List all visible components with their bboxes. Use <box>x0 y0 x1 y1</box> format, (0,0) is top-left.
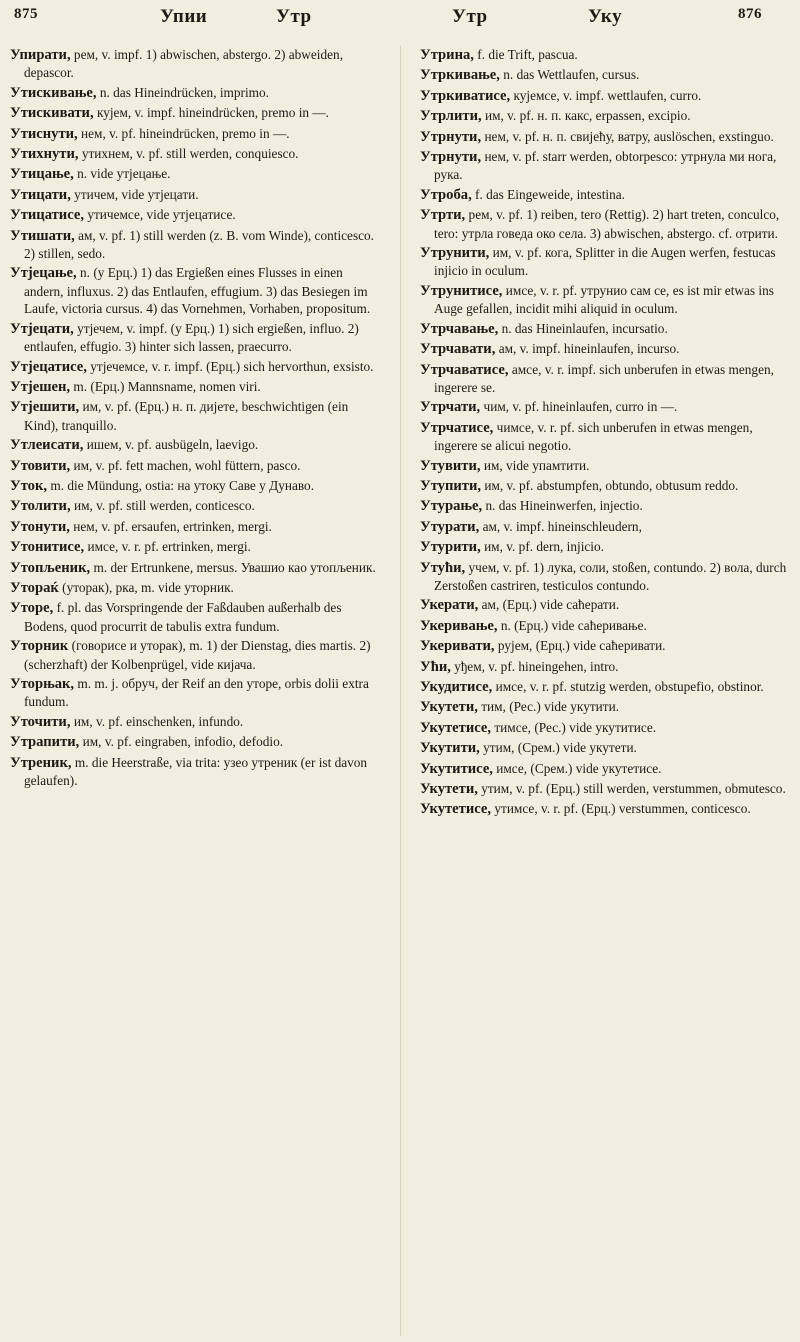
dictionary-entry <box>420 87 790 105</box>
dictionary-entry <box>420 148 790 184</box>
entry-definition: утјечемсе, v. r. impf. (Ерц.) sich hervorthun, exsisto. <box>90 358 374 374</box>
entry-definition: им, v. pf. einschenken, infundo. <box>73 713 244 729</box>
dictionary-entry <box>420 282 790 318</box>
entry-headword: Утлеисати, <box>10 437 84 454</box>
entry-definition: n. (у Ерц.) 1) das Ergießen eines Flusses in einen andern, influxus. 2) das Entlaufen, effugium. 3) das Besiegen im Laufe, victoria cursus. 4) das Vornehmen, Vorhaben, propositum. <box>24 265 371 317</box>
entry-definition: имсе, v. r. pf. stutzig werden, obstupefio, obstinor. <box>495 679 764 694</box>
entry-headword: Утрапити, <box>10 734 80 751</box>
entry-definition: утичем, vide утјецати. <box>74 186 199 202</box>
entry-definition: им, v. pf. н. п. какс, erpassen, excipio. <box>484 108 691 124</box>
entry-headword: Укутети, <box>420 781 478 798</box>
entry-headword: Утицати, <box>10 186 71 203</box>
dictionary-entry <box>10 599 380 635</box>
entry-definition: им, v. pf. (Ерц.) н. п. дијете, beschwichtigen (ein Kind), tranquillo. <box>24 399 349 433</box>
entry-headword: Утјецање, <box>10 265 77 282</box>
entry-definition: n. das Hineinwerfen, injectio. <box>485 498 643 514</box>
entry-headword: Уторњак, <box>10 676 75 692</box>
column-divider <box>400 46 401 1336</box>
dictionary-entry <box>10 518 380 536</box>
dictionary-entry <box>420 206 790 242</box>
entry-headword: Утући, <box>420 559 466 576</box>
running-head-1: Упии <box>160 6 208 27</box>
dictionary-entry <box>420 780 790 798</box>
entry-headword: Утјешити, <box>10 399 80 416</box>
entry-definition: (уторак), рка, m. vide уторник. <box>62 579 234 595</box>
entry-headword: Утолити, <box>10 498 71 515</box>
entry-definition: учем, v. pf. 1) лука, соли, stoßen, contundo. 2) вола, durch Zerstoßen castriren, testiculos contundo. <box>434 559 787 593</box>
dictionary-entry <box>10 165 380 183</box>
dictionary-entry <box>10 754 380 790</box>
entry-definition: им, v. pf. eingraben, infodio, defodio. <box>82 734 284 750</box>
dictionary-entry <box>420 760 790 778</box>
entry-headword: Утрчати, <box>420 399 481 416</box>
entry-definition: m. die Mündung, ostia: на утоку Саве у Дунаво. <box>50 477 315 493</box>
dictionary-entry <box>420 340 790 358</box>
dictionary-entry <box>10 398 380 434</box>
entry-headword: Укеривати, <box>420 638 495 655</box>
entry-definition: n. das Hineinlaufen, incursatio. <box>501 320 668 336</box>
dictionary-entry <box>10 457 380 475</box>
dictionary-entry <box>420 518 790 536</box>
entry-headword: Утрнути, <box>420 149 482 166</box>
entry-definition: утичемсе, vide утјецатисе. <box>87 207 236 223</box>
dictionary-entry <box>420 244 790 280</box>
dictionary-entry <box>420 361 790 397</box>
entry-definition: чимсе, v. r. pf. sich unberufen in etwas mengen, ingerere se alicui negotio. <box>434 419 753 454</box>
dictionary-entry <box>420 678 790 696</box>
entry-headword: Укутети, <box>420 699 478 716</box>
entry-definition: им, v. pf. fett machen, wohl füttern, pasco. <box>73 457 301 473</box>
dictionary-entry <box>420 739 790 757</box>
entry-definition: m. (Ерц.) Mannsname, nomen viri. <box>73 378 261 394</box>
entry-definition: ам, v. impf. hineinlaufen, incurso. <box>498 341 680 357</box>
entry-headword: Утркивање, <box>420 67 500 84</box>
dictionary-entry <box>10 186 380 204</box>
dictionary-entry <box>10 145 380 163</box>
running-head-2: Утр <box>276 6 312 27</box>
entry-headword: Уточити, <box>10 713 71 730</box>
dictionary-entry <box>420 800 790 818</box>
entry-headword: Утрнути, <box>420 128 482 145</box>
entry-headword: Утишати, <box>10 227 75 244</box>
entry-definition: кујемсе, v. impf. wettlaufen, curro. <box>513 87 702 103</box>
entry-definition: ам, v. pf. 1) still werden (z. B. vom Winde), conticesco. 2) stillen, sedo. <box>24 227 374 262</box>
entry-headword: Укутити, <box>420 740 480 757</box>
entry-headword: Укутитисе, <box>420 760 493 777</box>
entry-definition: нем, v. pf. ersaufen, ertrinken, mergi. <box>73 518 272 534</box>
dictionary-entry <box>420 559 790 595</box>
entry-definition: n. (Ерц.) vide саћеривање. <box>500 617 647 633</box>
entry-definition: уђем, v. pf. hineingehen, intro. <box>454 658 619 674</box>
entry-headword: Утискивати, <box>10 105 94 122</box>
entry-headword: Утрчавање, <box>420 320 499 337</box>
dictionary-entry <box>10 579 380 597</box>
entry-headword: Утораќ <box>10 579 59 596</box>
entry-definition: нем, v. pf. н. п. свијећу, ватру, auslöschen, exstinguo. <box>484 128 774 144</box>
dictionary-entry <box>420 658 790 676</box>
entry-definition: чим, v. pf. hineinlaufen, curro in —. <box>483 399 678 415</box>
entry-headword: Упирати, <box>10 47 71 63</box>
entry-definition: n. vide утјецање. <box>77 166 171 182</box>
dictionary-entry <box>420 617 790 635</box>
entry-headword: Утркиватисе, <box>420 87 511 104</box>
entry-headword: Утихнути, <box>10 146 79 163</box>
page-number-right: 876 <box>738 6 762 22</box>
entry-definition: n. das Hineindrücken, imprimo. <box>99 84 269 100</box>
entry-headword: Ући, <box>420 658 451 675</box>
entry-definition: n. das Wettlaufen, cursus. <box>503 67 640 83</box>
entry-definition: им, v. pf. still werden, conticesco. <box>73 498 255 514</box>
entry-definition: f. das Eingeweide, intestina. <box>475 186 625 202</box>
entry-headword: Утјецати, <box>10 320 74 337</box>
dictionary-entry <box>420 719 790 737</box>
entry-definition: m. die Heerstraße, via trita: узео утреник (er ist davon gelaufen). <box>24 754 368 789</box>
entry-headword: Укеривање, <box>420 617 498 634</box>
left-column <box>10 46 380 791</box>
dictionary-entry <box>420 419 790 455</box>
dictionary-entry <box>10 320 380 356</box>
dictionary-entry <box>420 538 790 556</box>
running-head-3: Утр <box>452 6 488 27</box>
entry-headword: Утрчавати, <box>420 341 496 358</box>
dictionary-entry <box>10 125 380 143</box>
dictionary-entry <box>10 378 380 396</box>
entry-definition: рем, v. pf. 1) reiben, tero (Rettig). 2) hart treten, conculco, tero: утрла говеда око села. 3) abwischen, abstergo. cf. отрити. <box>434 207 780 241</box>
entry-definition: им, vide упамтити. <box>483 457 590 473</box>
entry-headword: Утицање, <box>10 166 74 183</box>
entry-definition: утјечем, v. impf. (у Ерц.) 1) sich ergießen, influo. 2) entlaufen, effugio. 3) hinter sich lassen, praecurro. <box>24 320 359 355</box>
entry-definition: f. pl. das Vorspringende der Faßdauben außerhalb des Bodens, quod procurrit de tabulis extra fundum. <box>24 600 342 634</box>
entry-definition: утим, (Срем.) vide укутети. <box>483 740 637 756</box>
entry-definition: утихнем, v. pf. still werden, conquiesco. <box>81 146 299 162</box>
dictionary-entry <box>10 477 380 495</box>
entry-headword: Утрунитисе, <box>420 282 503 299</box>
entry-definition: им, v. pf. кога, Splitter in die Augen werfen, festucas injicio in oculum. <box>434 245 776 279</box>
entry-headword: Укутетисе, <box>420 801 492 818</box>
running-head-4: Уку <box>588 6 623 27</box>
entry-headword: Утреник, <box>10 754 72 771</box>
dictionary-entry <box>420 320 790 338</box>
entry-definition: утимсе, v. r. pf. (Ерц.) verstummen, conticesco. <box>494 801 751 817</box>
entry-definition: m. der Ertrunkene, mersus. Увашио као утопљеник. <box>93 559 376 575</box>
right-column <box>420 46 790 821</box>
dictionary-entry <box>10 104 380 122</box>
entry-headword: Утјецатисе, <box>10 358 87 375</box>
entry-definition: кујем, v. impf. hineindrücken, premo in —. <box>96 105 330 121</box>
dictionary-entry <box>10 436 380 454</box>
dictionary-entry <box>10 358 380 376</box>
entry-definition: (говорисе и уторак), m. 1) der Dienstag, dies martis. 2) (scherzhaft) der Kolbenprügel, vide кијача. <box>24 638 371 672</box>
entry-headword: Утрчатисе, <box>420 419 494 436</box>
dictionary-entry <box>420 186 790 204</box>
entry-definition: имсе, (Срем.) vide укутетисе. <box>496 760 662 776</box>
entry-definition: рем, v. impf. 1) abwischen, abstergo. 2) abweiden, depascor. <box>24 47 344 81</box>
entry-headword: Утрчаватисе, <box>420 361 509 378</box>
entry-definition: нем, v. pf. hineindrücken, premo in —. <box>81 125 290 141</box>
dictionary-entry <box>10 227 380 263</box>
dictionary-entry <box>420 46 790 64</box>
entry-headword: Утурање, <box>420 498 483 515</box>
entry-headword: Укудитисе, <box>420 679 493 695</box>
entry-definition: утим, v. pf. (Ерц.) still werden, verstummen, obmutesco. <box>481 781 786 797</box>
entry-definition: имсе, v. r. pf. утрунио сам се, es ist mir etwas ins Auge gefallen, incidit mihi aliquid in oculum. <box>434 282 774 317</box>
dictionary-entry <box>420 698 790 716</box>
dictionary-entry <box>10 538 380 556</box>
dictionary-entry <box>10 264 380 317</box>
dictionary-entry <box>420 66 790 84</box>
dictionary-entry <box>10 637 380 673</box>
entry-headword: Укутетисе, <box>420 719 492 736</box>
page-number-left: 875 <box>14 6 38 22</box>
entry-headword: Уторник <box>10 638 69 655</box>
entry-headword: Утонути, <box>10 518 70 535</box>
entry-headword: Утискивање, <box>10 84 97 101</box>
entry-headword: Утиснути, <box>10 125 78 142</box>
dictionary-entry <box>420 497 790 515</box>
entry-definition: им, v. pf. abstumpfen, obtundo, obtusum reddo. <box>484 477 739 493</box>
page-header <box>0 6 800 38</box>
entry-headword: Утрунити, <box>420 245 490 262</box>
entry-definition: рујем, (Ерц.) vide саћеривати. <box>497 638 666 654</box>
entry-headword: Утрлити, <box>420 108 482 125</box>
dictionary-entry <box>420 596 790 614</box>
entry-headword: Уток, <box>10 477 48 494</box>
dictionary-entry <box>10 84 380 102</box>
dictionary-entry <box>420 457 790 475</box>
entry-definition: ишем, v. pf. ausbügeln, laevigo. <box>86 437 259 453</box>
entry-headword: Утупити, <box>420 477 482 494</box>
dictionary-entry <box>10 206 380 224</box>
entry-definition: ам, (Ерц.) vide саћерати. <box>481 597 620 613</box>
entry-headword: Уторе, <box>10 600 54 617</box>
dictionary-entry <box>10 733 380 751</box>
entry-definition: f. die Trift, pascua. <box>477 47 578 62</box>
entry-definition: ам, v. impf. hineinschleudern, <box>482 518 642 534</box>
entry-definition: тимсе, (Рес.) vide укутитисе. <box>494 719 657 735</box>
entry-headword: Утјешен, <box>10 378 71 395</box>
dictionary-entry <box>10 559 380 577</box>
entry-definition: имсе, v. r. pf. ertrinken, mergi. <box>87 539 251 555</box>
entry-headword: Утроба, <box>420 186 472 203</box>
dictionary-entry <box>420 637 790 655</box>
entry-headword: Утонитисе, <box>10 539 85 556</box>
entry-headword: Укерати, <box>420 597 479 614</box>
entry-definition: m. m. j. обруч, der Reif an den уторе, orbis dolii extra fundum. <box>24 676 369 710</box>
entry-headword: Утопљеник, <box>10 559 91 576</box>
dictionary-entry <box>420 398 790 416</box>
entry-definition: им, v. pf. dern, injicio. <box>484 539 604 555</box>
dictionary-entry <box>420 128 790 146</box>
dictionary-entry <box>10 46 380 82</box>
dictionary-entry <box>10 497 380 515</box>
entry-headword: Утрина, <box>420 47 474 63</box>
dictionary-entry <box>420 477 790 495</box>
entry-headword: Утицатисе, <box>10 207 84 224</box>
entry-headword: Утурати, <box>420 518 480 535</box>
dictionary-entry <box>10 713 380 731</box>
entry-definition: амсе, v. r. impf. sich unberufen in etwas mengen, ingerere se. <box>434 361 774 395</box>
entry-definition: нем, v. pf. starr werden, obtorpesco: утрнула ми нога, рука. <box>434 149 777 183</box>
dictionary-entry <box>10 675 380 711</box>
entry-definition: тим, (Рес.) vide укутити. <box>481 699 620 715</box>
entry-headword: Утовити, <box>10 457 71 474</box>
entry-headword: Утурити, <box>420 539 481 556</box>
entry-headword: Утувити, <box>420 457 481 474</box>
entry-headword: Утрти, <box>420 207 466 224</box>
dictionary-entry <box>420 107 790 125</box>
